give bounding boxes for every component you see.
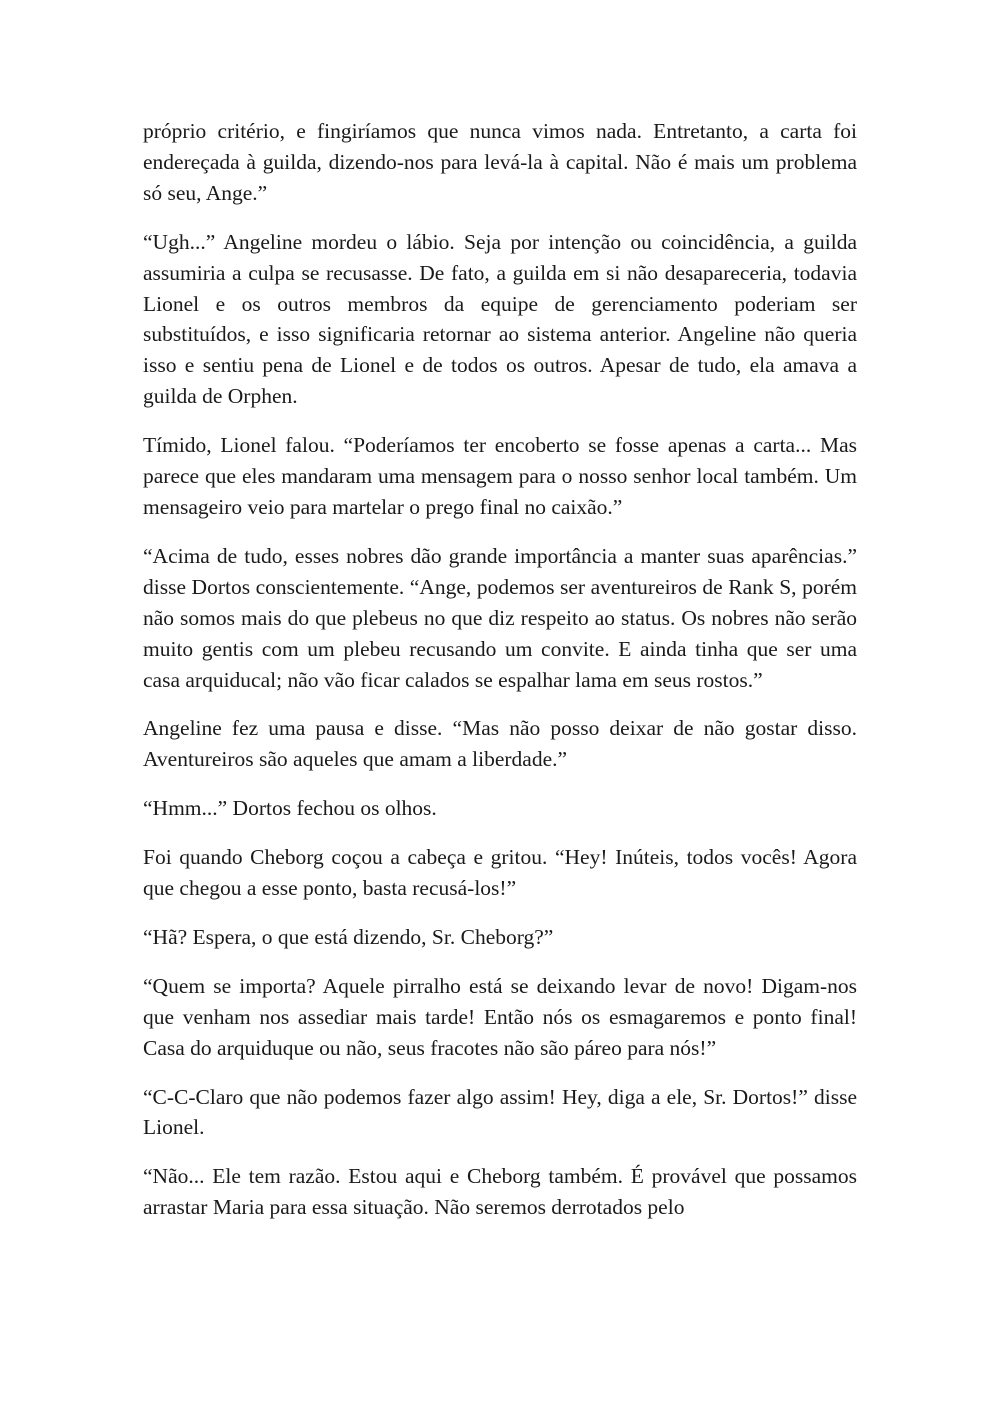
paragraph: “Hmm...” Dortos fechou os olhos.	[143, 796, 437, 821]
paragraph: Angeline fez uma pausa e disse. “Mas não posso deixar de não gostar disso. Aventureiros são aqueles que amam a liberdade.”	[143, 716, 857, 772]
paragraph: Foi quando Cheborg coçou a cabeça e gritou. “Hey! Inúteis, todos vocês! Agora que chegou a esse ponto, basta recusá-los!”	[143, 845, 857, 901]
paragraph: “Quem se importa? Aquele pirralho está se deixando levar de novo! Digam-nos que venham nos assediar mais tarde! Então nós os esmagaremos e ponto final! Casa do arquiduque ou não, seus fracotes não são páreo para nós!”	[143, 973, 857, 1060]
paragraph: próprio critério, e fingiríamos que nunca vimos nada. Entretanto, a carta foi endereçada à guilda, dizendo-nos para levá-la à capital. Não é mais um problema só seu, Ange.”	[143, 119, 857, 205]
paragraph: Tímido, Lionel falou. “Poderíamos ter encoberto se fosse apenas a carta... Mas parece que eles mandaram uma mensagem para o nosso senhor local também. Um mensageiro veio para martelar o prego final no caixão.”	[143, 433, 857, 519]
paragraph: “C-C-Claro que não podemos fazer algo assim! Hey, diga a ele, Sr. Dortos!” disse Lionel.	[143, 1084, 857, 1140]
paragraph: “Hã? Espera, o que está dizendo, Sr. Cheborg?”	[143, 924, 554, 949]
document-page	[143, 116, 857, 1241]
paragraph: “Acima de tudo, esses nobres dão grande importância a manter suas aparências.” disse Dortos conscientemente. “Ange, podemos ser aventureiros de Rank S, porém não somos mais do que plebeus no que diz respeito ao status. Os nobres não serão muito gentis com um plebeu recusando um convite. E ainda tinha que ser uma casa arquiducal; não vão ficar calados se espalhar lama em seus rostos.”	[143, 543, 857, 692]
paragraph: “Não... Ele tem razão. Estou aqui e Cheborg também. É provável que possamos arrastar Maria para essa situação. Não seremos derrotados pelo	[143, 1164, 857, 1220]
paragraph: “Ugh...” Angeline mordeu o lábio. Seja por intenção ou coincidência, a guilda assumiria a culpa se recusasse. De fato, a guilda em si não desapareceria, todavia Lionel e os outros membros da equipe de gerenciamento poderiam ser substituídos, e isso significaria retornar ao sistema anterior. Angeline não queria isso e sentiu pena de Lionel e de todos os outros. Apesar de tudo, ela amava a guilda de Orphen.	[143, 229, 857, 409]
